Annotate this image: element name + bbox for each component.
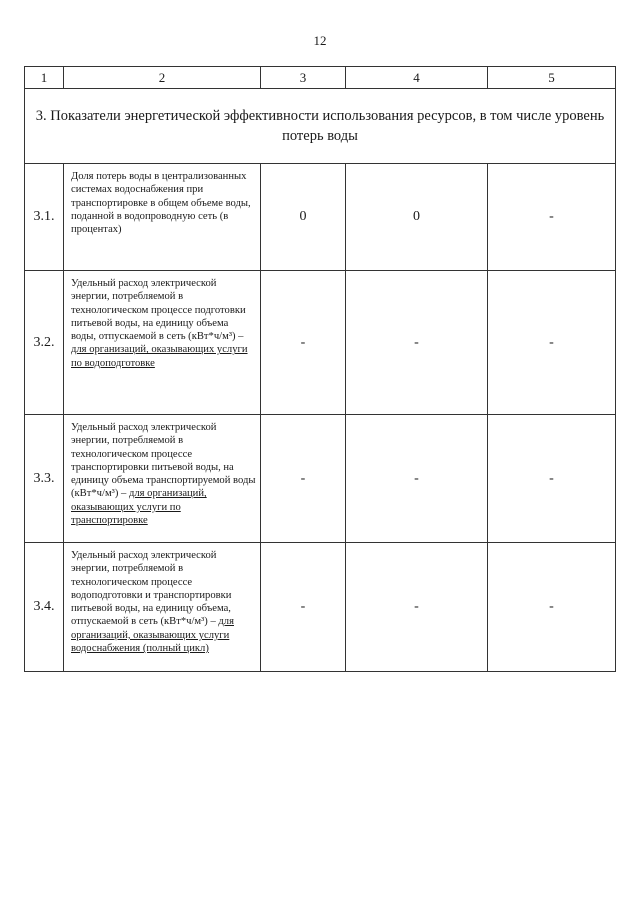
description-text: Доля потерь воды в централизованных системах водоснабжения при транспортировке в общем объеме воды, поданной в водопроводную сеть (в процентах): [71, 171, 251, 236]
value-col4: 0: [346, 164, 488, 271]
table-row: [25, 271, 616, 415]
value-col3: -: [261, 415, 346, 543]
value-col5: -: [488, 415, 616, 543]
page-number: 12: [313, 33, 327, 48]
row-number: 3.2.: [25, 271, 64, 415]
value-col5: -: [488, 271, 616, 415]
row-number: 3.4.: [25, 543, 64, 672]
indicators-table: [24, 66, 616, 672]
description-underlined: для организаций, оказывающих услуги водоснабжения (полный цикл): [71, 616, 234, 655]
table-row: [25, 543, 616, 672]
section-title: 3. Показатели энергетической эффективности использования ресурсов, в том числе уровень потерь воды: [25, 89, 616, 164]
column-header-1: 1: [25, 67, 64, 89]
description-underlined: для организаций, оказывающих услуги по водоподготовке: [71, 344, 248, 369]
value-col4: -: [346, 271, 488, 415]
value-col5: -: [488, 543, 616, 672]
column-header-3: 3: [261, 67, 346, 89]
row-description: [64, 164, 261, 271]
column-header-2: 2: [64, 67, 261, 89]
description-underlined: для организаций, оказывающих услуги по транспортировке: [71, 488, 207, 527]
value-col3: -: [261, 271, 346, 415]
row-description: [64, 415, 261, 543]
column-header-5: 5: [488, 67, 616, 89]
description-text: Удельный расход электрической энергии, потребляемой в технологическом процессе подготовки питьевой воды, на единицу объема воды, отпускаемой в сеть (кВт*ч/м³) –: [71, 278, 246, 343]
section-row: [25, 89, 616, 164]
value-col4: -: [346, 415, 488, 543]
row-number: 3.1.: [25, 164, 64, 271]
description-text: Удельный расход электрической энергии, потребляемой в технологическом процессе водоподготовки и транспортировки питьевой воды, на единицу объема, отпускаемой в сеть (кВт*ч/м³) –: [71, 550, 232, 628]
column-number-row: [25, 67, 616, 89]
value-col3: 0: [261, 164, 346, 271]
table-row: [25, 164, 616, 271]
description-text: Удельный расход электрической энергии, потребляемой в технологическом процессе транспортировки питьевой воды, на единицу объема транспортируемой воды (кВт*ч/м³) –: [71, 422, 256, 500]
table-row: [25, 415, 616, 543]
row-description: [64, 543, 261, 672]
value-col3: -: [261, 543, 346, 672]
column-header-4: 4: [346, 67, 488, 89]
row-number: 3.3.: [25, 415, 64, 543]
value-col4: -: [346, 543, 488, 672]
row-description: [64, 271, 261, 415]
value-col5: -: [488, 164, 616, 271]
